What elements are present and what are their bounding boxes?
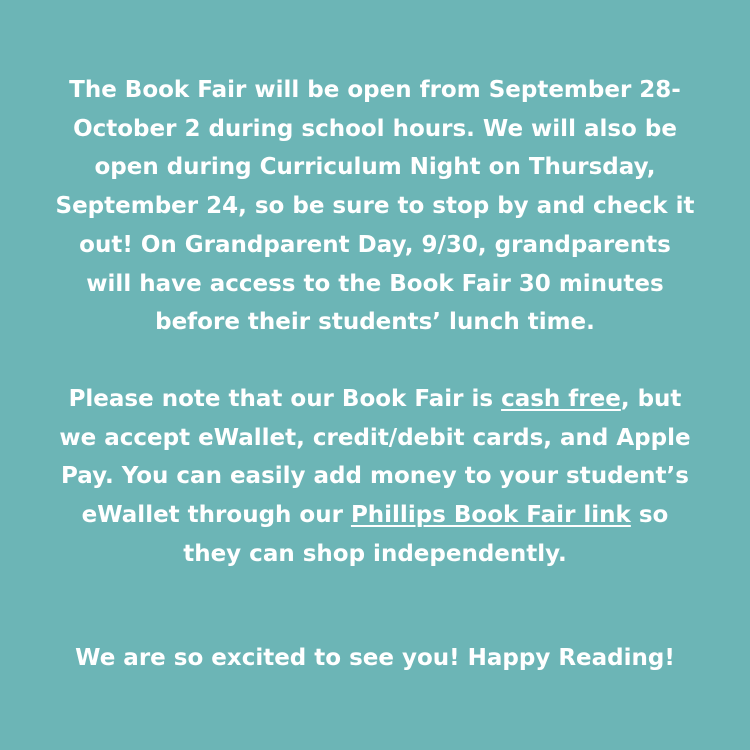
text-line (40, 496, 710, 535)
text-line: before their students’ lunch time. (155, 309, 595, 336)
cash-free-link[interactable]: cash free (501, 386, 621, 412)
text-line (40, 380, 710, 419)
text-segment: , but (620, 386, 682, 412)
text-line: September 24, so be sure to stop by and check it (55, 193, 695, 220)
payment-info-paragraph (40, 380, 710, 574)
text-line: they can shop independently. (183, 540, 567, 567)
text-line: out! On Grandparent Day, 9/30, grandparents (79, 231, 671, 258)
text-line: The Book Fair will be open from September 28- (69, 77, 681, 103)
phillips-book-fair-link[interactable]: Phillips Book Fair link (350, 502, 631, 529)
closing-paragraph (40, 639, 710, 678)
book-fair-dates-paragraph (40, 71, 710, 342)
text-segment: Please note that our Book Fair is (68, 386, 502, 412)
text-segment: eWallet through our (81, 502, 351, 529)
text-segment: so (630, 502, 669, 529)
text-line: open during Curriculum Night on Thursday, (94, 154, 656, 181)
text-line: will have access to the Book Fair 30 minutes (86, 270, 664, 297)
text-line: Pay. You can easily add money to your student’s (61, 463, 689, 490)
text-line: we accept eWallet, credit/debit cards, and Apple (59, 424, 691, 451)
text-line: We are so excited to see you! Happy Reading! (75, 645, 675, 671)
text-line: October 2 during school hours. We will also be (73, 115, 677, 142)
